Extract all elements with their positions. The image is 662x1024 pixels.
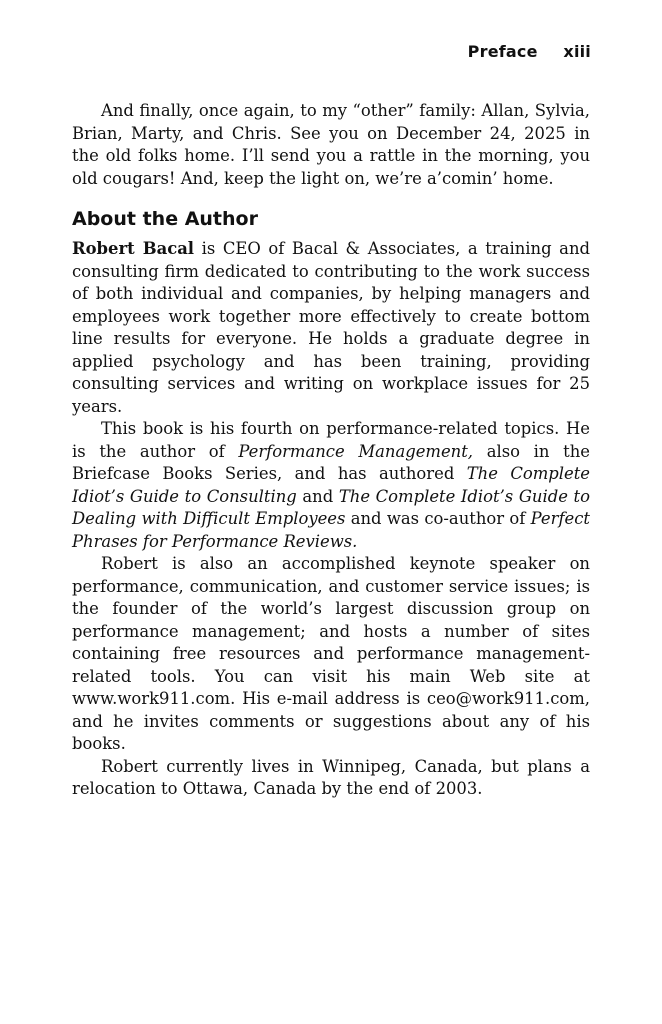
page-number: xiii — [563, 42, 591, 61]
running-header — [468, 42, 591, 61]
page-body — [72, 100, 590, 801]
bio-paragraph-3: Robert is also an accomplished keynote speaker on performance, communication, and customer service issues; is the founder of the world’s largest discussion group on performance management; and hosts a number of sites containing free resources and performance management-related tools. You can visit his main Web site at www.work911.com. His e-mail address is ceo@work911.com, and he invites comments or suggestions about any of his books. — [72, 554, 590, 753]
section-title: Preface — [467, 42, 538, 61]
bio-paragraph-1 — [72, 238, 590, 418]
book-title-3: The Complete Idiot’s Guide to Dealing with Difficult Employees — [72, 486, 590, 528]
bio-paragraph-2 — [72, 418, 590, 553]
book-title-4: Perfect Phrases for Performance Reviews. — [72, 509, 590, 551]
book-title-2: The Complete Idiot’s Guide to Consulting — [72, 464, 590, 506]
section-heading: About the Author — [72, 208, 258, 230]
bio-paragraph-1-text: is CEO of Bacal & Associates, a training and consulting firm dedicated to contributing to the work success of both individual and companies, by helping managers and employees work together more effectively to create bottom line results for everyone. He holds a graduate degree in applied psychology and has been training, providing consulting services and writing on workplace issues for 25 years. — [72, 239, 590, 416]
bio-paragraph-2-text-d: and was co-author of — [345, 509, 531, 528]
bio-paragraph-2-text-b: also in the Briefcase Books Series, and has authored — [72, 441, 590, 483]
bio-paragraph-2-text-c: and — [296, 486, 339, 506]
author-name: Robert Bacal — [72, 239, 195, 258]
bio-paragraph-2-text-a: This book is his fourth on performance-related topics. He is the author of — [72, 419, 590, 461]
book-title-1: Performance Management, — [238, 441, 474, 461]
acknowledgement-paragraph: And finally, once again, to my “other” family: Allan, Sylvia, Brian, Marty, and Chris. See you on December 24, 2025 in the old folks home. I’ll send you a rattle in the morning, you old cougars! And, keep the light on, we’re a’comin’ home. — [72, 101, 590, 188]
bio-paragraph-4: Robert currently lives in Winnipeg, Canada, but plans a relocation to Ottawa, Canada by the end of 2003. — [72, 756, 590, 798]
